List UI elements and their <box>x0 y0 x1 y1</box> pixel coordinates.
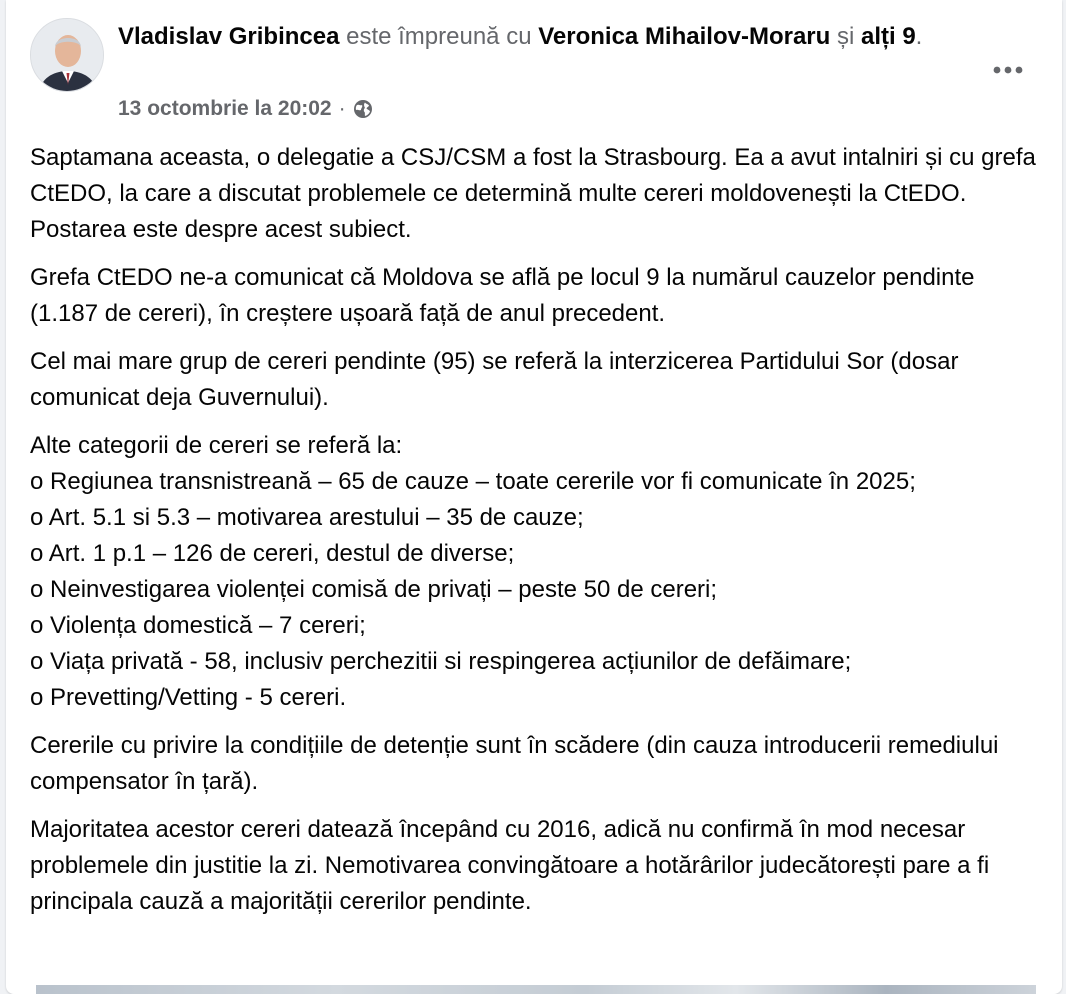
list-item: o Violența domestică – 7 cereri; <box>30 612 366 639</box>
list-item: o Neinvestigarea violenței comisă de privați – peste 50 de cereri; <box>30 576 718 603</box>
list-item: o Prevetting/Vetting - 5 cereri. <box>30 684 347 711</box>
avatar-photo-icon <box>31 19 104 92</box>
post-paragraph-5: Cererile cu privire la condițiile de detenție sunt în scădere (din cauza introducerii remediului compensator în țară). <box>30 732 999 795</box>
post-paragraph-2: Grefa CtEDO ne-a comunicat că Moldova se află pe locul 9 la numărul cauzelor pendinte (1.187 de cereri), în creștere ușoară față de anul precedent. <box>30 264 975 327</box>
more-horizontal-icon <box>993 66 1023 74</box>
with-text: este împreună cu <box>339 23 539 50</box>
author-avatar[interactable] <box>30 18 104 92</box>
meta-separator: · <box>338 97 346 120</box>
list-item: o Regiunea transnistreană – 65 de cauze – toate cererile vor fi comunicate în 2025; <box>30 468 916 495</box>
categories-list <box>30 428 1040 716</box>
more-options-button[interactable] <box>986 48 1030 92</box>
list-intro: Alte categorii de cereri se referă la: <box>30 432 403 459</box>
post-paragraph-1: Saptamana aceasta, o delegatie a CSJ/CSM a fost la Strasbourg. Ea a avut intalniri și cu grefa CtEDO, la care a discutat problemele ce determină multe cereri moldovenești la CtEDO. Postarea este despre acest subiect. <box>30 144 1036 243</box>
globe-icon[interactable] <box>353 99 373 119</box>
post-body <box>30 140 1040 932</box>
list-item: o Art. 1 p.1 – 126 de cereri, destul de diverse; <box>30 540 515 567</box>
list-item: o Art. 5.1 si 5.3 – motivarea arestului – 35 de cauze; <box>30 504 584 531</box>
post-paragraph-6: Majoritatea acestor cereri datează începând cu 2016, adică nu confirmă în mod necesar problemele din justitie la zi. Nemotivarea convingătoare a hotărârilor judecătorești pare a fi principala cauză a majorității cererilor pendinte. <box>30 816 990 915</box>
post-image-preview[interactable] <box>36 985 1036 994</box>
companion-name-link[interactable]: Veronica Mihailov-Moraru <box>538 23 831 50</box>
period-text: . <box>915 23 923 50</box>
post-paragraph-3: Cel mai mare grup de cereri pendinte (95) se referă la interzicerea Partidului Sor (dosar comunicat deja Guvernului). <box>30 348 959 411</box>
post-meta <box>118 94 373 124</box>
and-text: și <box>830 23 861 50</box>
post-header <box>30 18 1040 128</box>
others-link[interactable]: alți 9 <box>860 23 916 50</box>
post-timestamp[interactable]: 13 octombrie la 20:02 <box>118 97 332 120</box>
post-card <box>6 0 1062 994</box>
author-line <box>118 20 968 53</box>
list-item: o Viața privată - 58, inclusiv perchezitii si respingerea acțiunilor de defăimare; <box>30 648 852 675</box>
author-name-link[interactable]: Vladislav Gribincea <box>118 23 340 50</box>
